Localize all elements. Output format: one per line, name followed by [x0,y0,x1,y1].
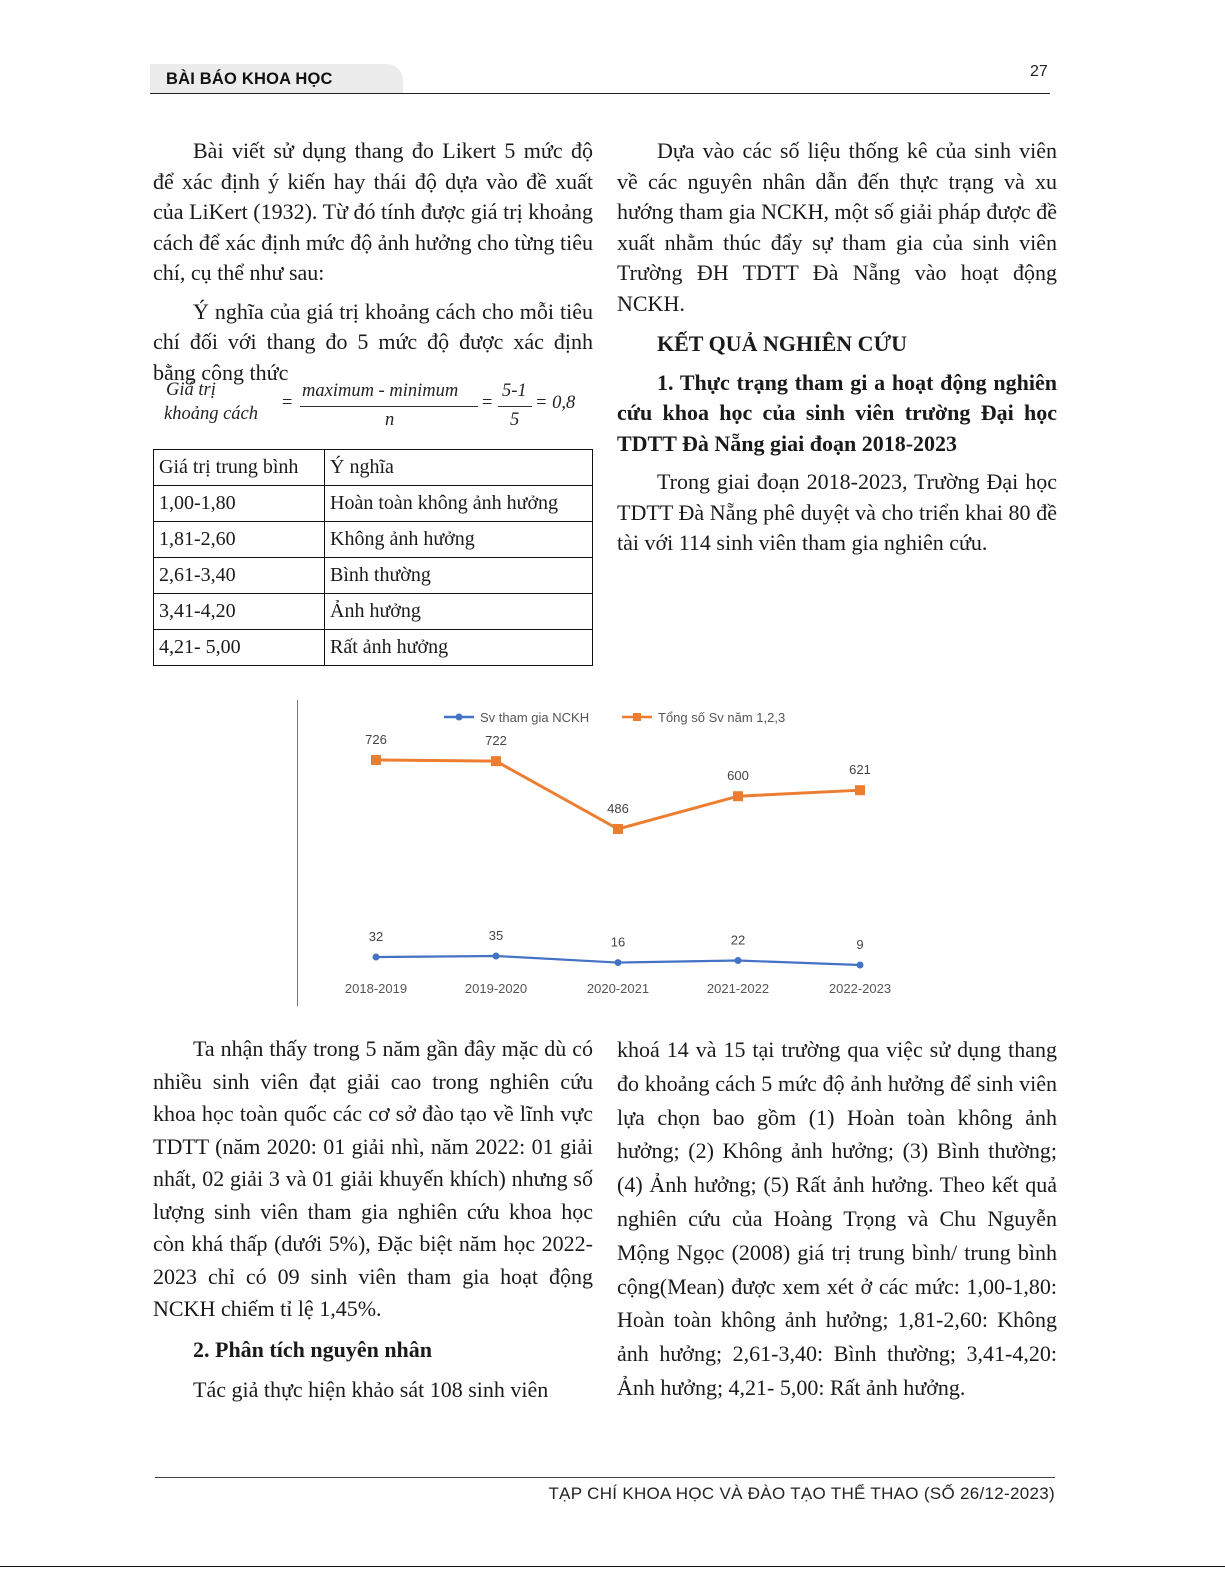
data-point [373,954,380,961]
section-label: BÀI BÁO KHOA HỌC [166,70,333,88]
formula-lhs-line2: khoảng cách [164,404,259,424]
paragraph: Ý nghĩa của giá trị khoảng cách cho mỗi tiêu chí đối với thang đo 5 mức độ được xác định bằng công thức [153,298,593,385]
table-cell: 2,61-3,40 [154,558,325,594]
paragraph: Dựa vào các số liệu thống kê của sinh viên về các nguyên nhân dẫn đến thực trạng và xu hướng tham gia NCKH, một số giải pháp được đề xuất nhằm thúc đẩy sự tham gia của sinh viên Trường ĐH TDTT Đà Nẵng vào hoạt động NCKH. [617,138,1057,316]
likert-scale-table [153,449,593,666]
table-header-cell: Ý nghĩa [325,450,593,486]
data-label: 600 [727,768,749,784]
col1-bottom [153,1033,593,1415]
x-tick-label: 2018-2019 [344,981,408,996]
page-number: 27 [1030,63,1048,80]
paragraph: Bài viết sử dụng thang đo Likert 5 mức độ để xác định ý kiến hay thái độ dựa vào đề xuất của LiKert (1932). Từ đó tính được giá trị khoảng cách để xác định mức độ ảnh hưởng cho từng tiêu chí, cụ thể như sau: [153,138,593,285]
table-header-cell: Giá trị trung bình [154,450,325,486]
table-cell: Hoàn toàn không ảnh hưởng [325,486,593,522]
table-row [154,522,593,558]
header-rule [150,93,1050,94]
data-point [615,959,622,966]
table-cell: 4,21- 5,00 [154,630,325,666]
data-point [493,953,500,960]
data-point [371,755,381,765]
legend-marker-0 [456,714,463,721]
col1-top [153,136,593,396]
table-header-row [154,450,593,486]
table-cell: Không ảnh hưởng [325,522,593,558]
formula-lhs-line1: Giá trị [166,380,216,400]
formula-equals: = [282,393,293,413]
col2-top [617,136,1057,567]
table-cell: 1,81-2,60 [154,522,325,558]
data-label: 32 [368,929,384,945]
data-point [491,756,501,766]
paragraph: khoá 14 và 15 tại trường qua việc sử dụng thang đo khoảng cách 5 mức độ ảnh hưởng để sinh viên lựa chọn bao gồm (1) Hoàn toàn không ảnh hưởng; (2) Không ảnh hưởng; (3) Bình thường; (4) Ảnh hưởng; (5) Rất ảnh hưởng. Theo kết quả nghiên cứu của Hoàng Trọng và Chu Nguyễn Mộng Ngọc (2008) giá trị trung bình/ trung bình cộng(Mean) được xem xét ở các mức: 1,00-1,80: Hoàn toàn không ảnh hưởng; 1,81-2,60: Không ảnh hưởng; 2,61-3,40: Bình thường; 3,41-4,20: Ảnh hưởng; 4,21- 5,00: Rất ảnh hưởng. [617,1037,1057,1400]
data-label: 16 [610,934,626,950]
paragraph: Trong giai đoạn 2018-2023, Trường Đại học TDTT Đà Nẵng phê duyệt và cho triển khai 80 đề tài với 114 sinh viên tham gia nghiên cứu. [617,469,1057,555]
series-line-1 [376,760,860,829]
table-cell: 3,41-4,20 [154,594,325,630]
distance-formula [164,380,594,432]
col2-bottom [617,1033,1057,1413]
formula-equals-2: = [482,393,493,413]
data-label: 35 [488,928,504,943]
table-row [154,486,593,522]
section-heading: KẾT QUẢ NGHIÊN CỨU [657,331,907,356]
table-cell: Rất ảnh hưởng [325,630,593,666]
data-point [855,785,865,795]
table-cell: Bình thường [325,558,593,594]
data-label: 9 [856,937,864,952]
x-tick-label: 2022-2023 [828,981,892,996]
line-chart [296,700,916,1008]
formula-denominator-2: 5 [510,410,520,430]
formula-result: = 0,8 [535,393,576,413]
table-cell: Ảnh hưởng [325,594,593,630]
table-row [154,594,593,630]
bottom-rule [0,1566,1225,1567]
subsection-heading: 2. Phân tích nguyên nhân [193,1336,433,1362]
data-label: 726 [365,732,387,747]
x-tick-label: 2021-2022 [706,981,770,996]
formula-numerator-1: maximum - minimum [302,381,459,401]
footer-rule [155,1477,1055,1478]
fraction-line-1 [300,406,478,407]
legend-label-1: Tổng số Sv năm 1,2,3 [658,710,786,725]
x-tick-label: 2019-2020 [464,981,528,996]
data-point [613,824,623,834]
data-point [735,957,742,964]
data-point [857,962,864,969]
data-point [733,791,743,801]
data-label: 621 [849,762,871,778]
subsection-heading: 1. Thực trạng tham gi a hoạt động nghiên cứu khoa học của sinh viên trường Đại học TDTT Đà Nẵng giai đoạn 2018-2023 [617,369,1057,456]
journal-footer: TẠP CHÍ KHOA HỌC VÀ ĐÀO TẠO THỂ THAO (SỐ 26/12-2023) [548,1484,1055,1503]
formula-denominator-1: n [385,410,395,430]
data-label: 486 [607,801,629,816]
legend-marker-1 [633,713,641,721]
paragraph: Tác giả thực hiện khảo sát 108 sinh viên [193,1377,549,1402]
table-row [154,558,593,594]
table-cell: 1,00-1,80 [154,486,325,522]
legend-label-0: Sv tham gia NCKH [480,710,590,725]
formula-numerator-2: 5-1 [502,381,527,401]
data-label: 722 [485,733,507,749]
data-label: 22 [730,932,746,948]
chart-svg [296,700,916,1008]
paragraph: Ta nhận thấy trong 5 năm gần đây mặc dù có nhiều sinh viên đạt giải cao trong nghiên cứu khoa học toàn quốc các cơ sở đào tạo về lĩnh vực TDTT (năm 2020: 01 giải nhì, năm 2022: 01 giải nhất, 02 giải 3 và 01 giải khuyến khích) nhưng số lượng sinh viên tham gia nghiên cứu khoa học còn khá thấp (dưới 5%), Đặc biệt năm học 2022-2023 chỉ có 09 sinh viên tham gia hoạt động NCKH chiếm tỉ lệ 1,45%. [153,1036,593,1321]
table-row [154,630,593,666]
fraction-line-2 [498,406,532,407]
x-tick-label: 2020-2021 [586,981,650,996]
